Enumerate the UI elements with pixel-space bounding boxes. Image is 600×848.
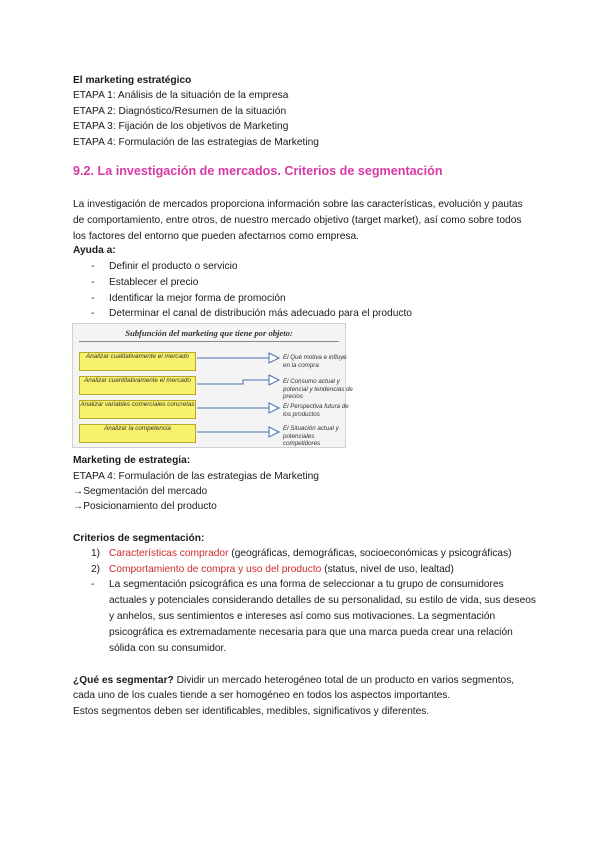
section-heading: 9.2. La investigación de mercados. Criterios de segmentación xyxy=(73,164,443,178)
diagram-box: Analizar cuantitativamente el mercado xyxy=(79,376,196,395)
marketing-estrategia-item: →Posicionamiento del producto xyxy=(73,501,217,512)
section-title-marketing-estrategico: El marketing estratégico xyxy=(73,75,192,86)
psicografica-line: actuales y potenciales considerando detalles de su personalidad, su estilo de vida, sus deseos xyxy=(109,595,537,606)
etapa-2: ETAPA 2: Diagnóstico/Resumen de la situación xyxy=(73,106,287,117)
criterio-highlight: Características comprador xyxy=(109,548,229,559)
psicografica-line: sólida con su consumidor. xyxy=(109,643,227,654)
ayuda-label: Ayuda a: xyxy=(73,245,116,256)
segmentar-answer: Dividir un mercado heterogéneo total de un producto en varios segmentos, xyxy=(173,675,515,686)
ayuda-item: Determinar el canal de distribución más adecuado para el producto xyxy=(109,308,412,319)
criterio-item-2 xyxy=(109,563,454,577)
marketing-estrategia-etapa: ETAPA 4: Formulación de las estrategias de Marketing xyxy=(73,471,319,482)
diagram-title: Subfunción del marketing que tiene por objeto: xyxy=(125,328,293,338)
diagram-result: El Situación actual y potenciales competidores xyxy=(283,425,339,447)
segmentar-line-1 xyxy=(73,674,514,688)
subfuncion-diagram xyxy=(72,323,353,448)
etapa-3: ETAPA 3: Fijación de los objetivos de Marketing xyxy=(73,121,289,132)
ayuda-item: Identificar la mejor forma de promoción xyxy=(109,293,286,304)
list-dash: - xyxy=(91,308,95,319)
psicografica-line: La segmentación psicográfica es una forma de seleccionar a tu grupo de consumidores xyxy=(109,579,504,590)
criterios-title: Criterios de segmentación: xyxy=(73,533,205,544)
list-dash: - xyxy=(91,579,95,590)
arrow-head-icon xyxy=(269,353,279,363)
diagram-result: El Qué motiva e influye en la compra xyxy=(283,354,347,369)
diagram-result: El Perspectiva futura de los productos xyxy=(283,403,349,418)
intro-line-1: La investigación de mercados proporciona información sobre las características, evolución y pautas xyxy=(73,199,523,210)
intro-line-3: los factores del entorno que pueden afectarnos como empresa. xyxy=(73,231,359,242)
ayuda-item: Establecer el precio xyxy=(109,277,199,288)
marketing-estrategia-title: Marketing de estrategia: xyxy=(73,455,191,466)
criterio-detail: (geográficas, demográficas, socioeconómicas y psicográficas) xyxy=(228,548,512,559)
diagram-box: Analizar variables comerciales concretas xyxy=(79,400,196,419)
criterio-number: 2) xyxy=(91,564,101,575)
marketing-estrategia-item: →Segmentación del mercado xyxy=(73,486,208,497)
segmentar-question: ¿Qué es segmentar? xyxy=(73,675,174,686)
criterio-detail: (status, nivel de uso, lealtad) xyxy=(321,564,454,575)
diagram-box: Analizar cualitativamente el mercado xyxy=(79,352,196,371)
criterio-number: 1) xyxy=(91,548,101,559)
arrow-head-icon xyxy=(269,427,279,437)
etapa-1: ETAPA 1: Análisis de la situación de la empresa xyxy=(73,90,289,101)
segmentar-line-3: Estos segmentos deben ser identificables, medibles, significativos y diferentes. xyxy=(73,706,430,717)
psicografica-line: psicográfica es extremadamente necesaria para que una marca pueda crear una relación xyxy=(109,627,513,638)
etapa-4: ETAPA 4: Formulación de las estrategias de Marketing xyxy=(73,137,319,148)
diagram-result: El Consumo actual y potencial y tendencias de precios xyxy=(283,378,353,400)
list-dash: - xyxy=(91,261,95,272)
list-dash: - xyxy=(91,277,95,288)
arrow-head-icon xyxy=(269,375,279,385)
segmentar-line-2: cada uno de los cuales tiende a ser homogéneo en todos los aspectos importantes. xyxy=(73,690,451,701)
intro-line-2: de comportamiento, entre otros, de nuestro mercado objetivo (target market), así como sobre todos xyxy=(73,215,522,226)
arrow-head-icon xyxy=(269,403,279,413)
ayuda-item: Definir el producto o servicio xyxy=(109,261,238,272)
list-dash: - xyxy=(91,293,95,304)
criterio-highlight: Comportamiento de compra y uso del producto xyxy=(109,564,322,575)
psicografica-line: y anhelos, sus sentimientos e intereses así como sus motivaciones. La segmentación xyxy=(109,611,496,622)
criterio-item-1 xyxy=(109,547,512,561)
diagram-box: Analizar la competencia xyxy=(79,424,196,443)
arrow-line xyxy=(197,380,269,384)
